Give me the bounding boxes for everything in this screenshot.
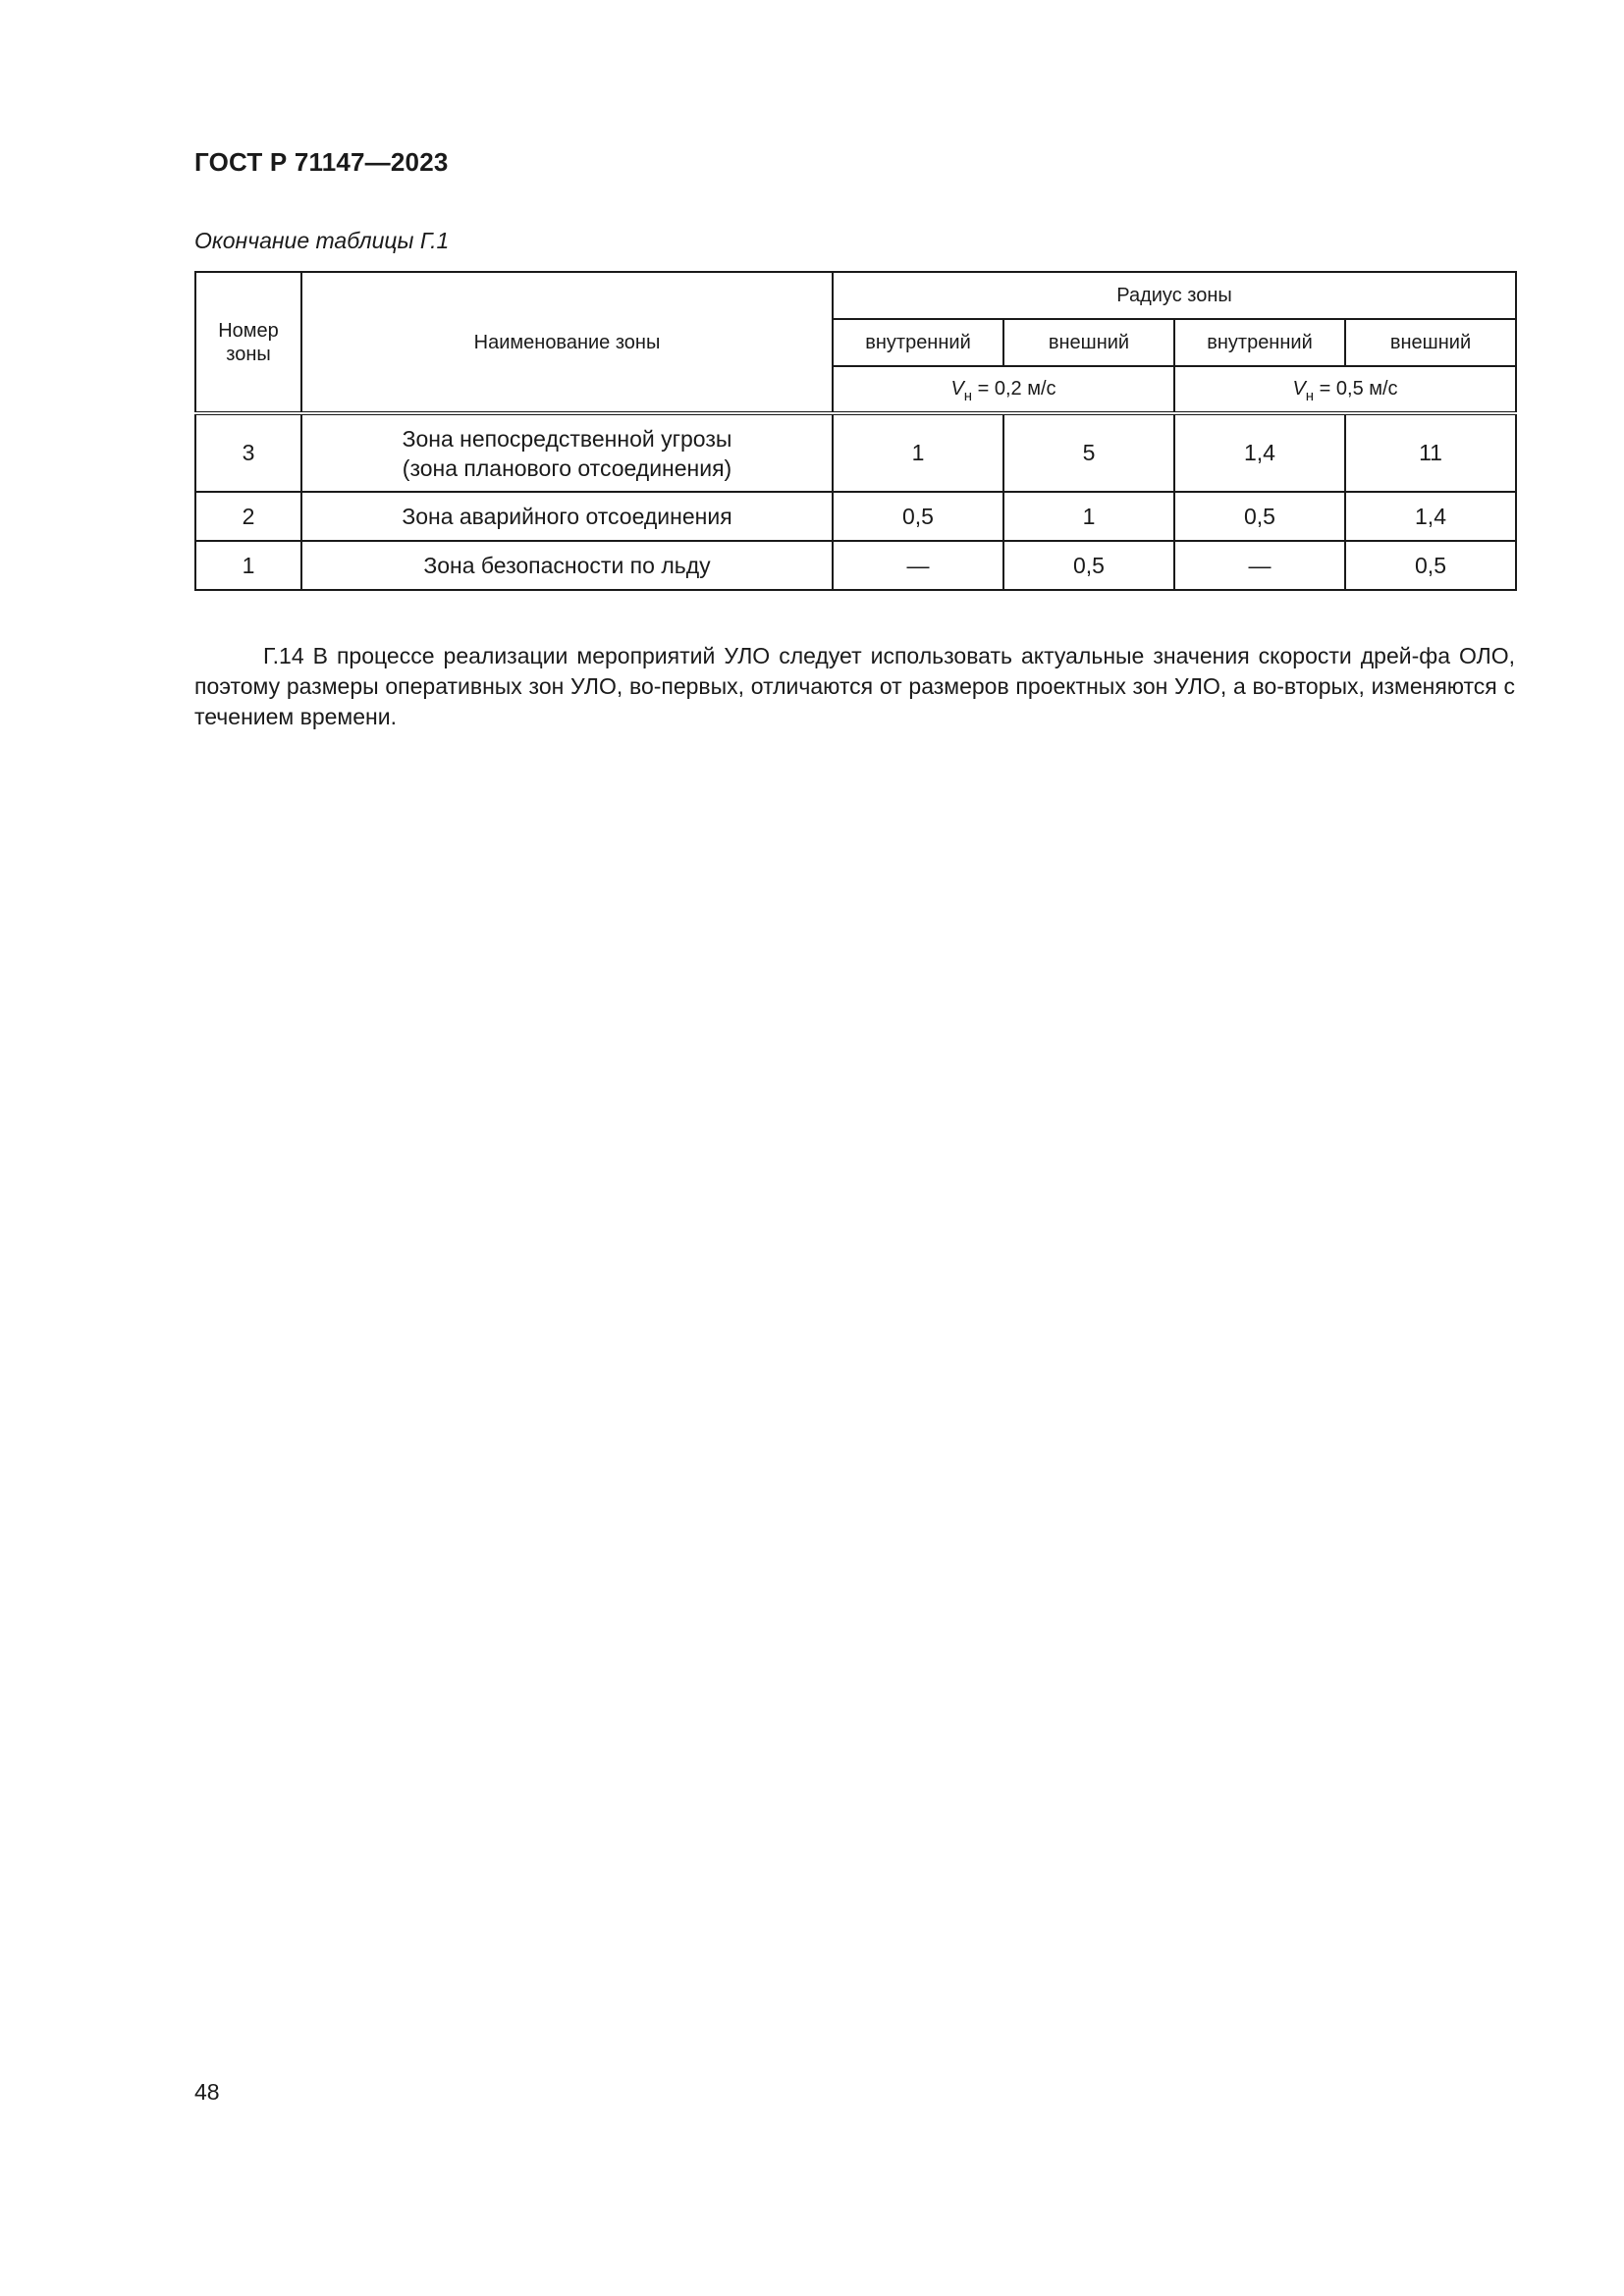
value-cell: 0,5 [1174, 492, 1345, 541]
header-inner: внутренний [1174, 319, 1345, 366]
value-cell: — [833, 541, 1003, 590]
value-cell: 1 [833, 413, 1003, 492]
table-caption: Окончание таблицы Г.1 [194, 228, 450, 253]
header-outer: внешний [1003, 319, 1174, 366]
zone-name: Зона аварийного отсоединения [301, 492, 833, 541]
table-row [195, 541, 1516, 590]
zone-number: 1 [195, 541, 301, 590]
value-cell: 5 [1003, 413, 1174, 492]
body-paragraph: Г.14 В процессе реализации мероприятий УЛО следует использовать актуальные значения скорости дрей-фа ОЛО, поэтому размеры оперативных зон УЛО, во-первых, отличаются от размеров проектных зон УЛО, а во-вторых, изменяются с течением времени. [194, 643, 1515, 729]
zones-table [194, 271, 1517, 591]
header-name: Наименование зоны [301, 272, 833, 413]
zone-number: 2 [195, 492, 301, 541]
value-cell: 1,4 [1174, 413, 1345, 492]
value-cell: — [1174, 541, 1345, 590]
speed-symbol: V [950, 377, 964, 400]
document-code: ГОСТ Р 71147—2023 [194, 147, 449, 177]
header-number: Номер зоны [195, 272, 301, 413]
zone-number: 3 [195, 413, 301, 492]
value-cell: 0,5 [833, 492, 1003, 541]
header-speed-2 [1174, 366, 1516, 413]
value-cell: 1 [1003, 492, 1174, 541]
value-cell: 0,5 [1003, 541, 1174, 590]
table-row [195, 413, 1516, 492]
zone-name-line: (зона планового отсоединения) [402, 454, 732, 481]
speed-symbol: V [1292, 377, 1306, 400]
header-speed-1 [833, 366, 1174, 413]
speed-value: = 0,5 м/с [1314, 377, 1398, 400]
header-radius: Радиус зоны [833, 272, 1516, 319]
zone-name [301, 413, 833, 492]
value-cell: 0,5 [1345, 541, 1516, 590]
table-row [195, 492, 1516, 541]
value-cell: 1,4 [1345, 492, 1516, 541]
speed-subscript: н [1305, 387, 1315, 404]
speed-value: = 0,2 м/с [972, 377, 1056, 400]
header-inner: внутренний [833, 319, 1003, 366]
value-cell: 11 [1345, 413, 1516, 492]
zone-name-line: Зона непосредственной угрозы [402, 425, 732, 452]
page-number: 48 [194, 2079, 220, 2105]
header-row [195, 272, 1516, 319]
speed-subscript: н [963, 387, 973, 404]
zone-name: Зона безопасности по льду [301, 541, 833, 590]
header-outer: внешний [1345, 319, 1516, 366]
